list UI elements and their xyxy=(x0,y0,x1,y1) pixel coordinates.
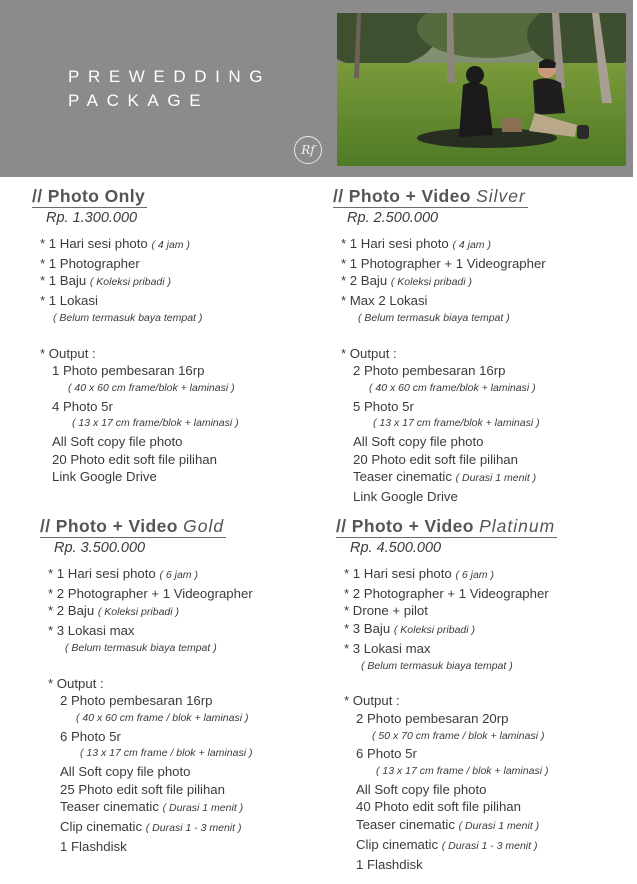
output-item: 2 Photo pembesaran 20rp xyxy=(356,710,509,726)
title-line-2: PACKAGE xyxy=(68,91,210,110)
output-item: Clip cinematic ( Durasi 1 - 3 menit ) xyxy=(356,836,538,852)
feature-item: * 1 Hari sesi photo ( 6 jam ) xyxy=(344,566,494,581)
feature-item: * 2 Photographer + 1 Videographer xyxy=(48,585,253,601)
output-label: * Output : xyxy=(40,345,96,361)
output-item: 6 Photo 5r xyxy=(60,728,121,744)
output-item: All Soft copy file photo xyxy=(356,781,487,797)
feature-item: * 1 Lokasi xyxy=(40,293,98,309)
output-item: Link Google Drive xyxy=(353,489,458,505)
output-item: All Soft copy file photo xyxy=(60,764,191,780)
output-item: Link Google Drive xyxy=(52,469,157,485)
brand-logo: Rf xyxy=(294,136,322,164)
output-item: 1 Flashdisk xyxy=(356,856,423,872)
output-item: Clip cinematic ( Durasi 1 - 3 menit ) xyxy=(60,819,242,835)
output-item: 4 Photo 5r xyxy=(52,398,113,414)
feature-item: * 2 Baju ( Koleksi pribadi ) xyxy=(341,273,472,289)
feature-item: * Max 2 Lokasi xyxy=(341,293,428,309)
feature-note: ( Belum termasuk biaya tempat ) xyxy=(65,641,217,654)
output-item: Teaser cinematic ( Durasi 1 menit ) xyxy=(356,817,540,833)
output-note: ( 40 x 60 cm frame/blok + laminasi ) xyxy=(68,381,235,394)
package-tier: Platinum xyxy=(479,516,556,536)
package-price: Rp. 2.500.000 xyxy=(347,210,439,226)
package-price: Rp. 3.500.000 xyxy=(54,540,146,556)
package-title: // Photo + Video Silver xyxy=(333,186,526,206)
output-note: ( 40 x 60 cm frame / blok + laminasi ) xyxy=(76,711,249,724)
package-price: Rp. 1.300.000 xyxy=(46,210,138,226)
feature-note: ( Belum termasuk baya tempat ) xyxy=(53,311,203,324)
package-title: // Photo + Video Gold xyxy=(40,516,225,536)
output-label: * Output : xyxy=(344,693,400,709)
output-label: * Output : xyxy=(341,345,397,361)
package-tier: Silver xyxy=(476,186,526,206)
package-title: // Photo + Video Platinum xyxy=(336,516,556,536)
package-photo-only xyxy=(32,186,332,486)
output-item: 1 Flashdisk xyxy=(60,838,127,854)
output-item: Teaser cinematic ( Durasi 1 menit ) xyxy=(353,469,537,485)
feature-item: * 1 Hari sesi photo ( 4 jam ) xyxy=(341,236,491,251)
output-note: ( 40 x 60 cm frame/blok + laminasi ) xyxy=(369,381,536,394)
output-item: 1 Photo pembesaran 16rp xyxy=(52,363,205,379)
feature-note: ( Belum termasuk biaya tempat ) xyxy=(358,311,510,324)
feature-item: * 1 Photographer xyxy=(40,255,140,271)
package-tier: Gold xyxy=(183,516,225,536)
output-item: 20 Photo edit soft file pilihan xyxy=(52,451,217,467)
output-note: ( 50 x 70 cm frame / blok + laminasi ) xyxy=(372,729,545,742)
feature-item: * 3 Lokasi max xyxy=(344,640,431,656)
package-gold xyxy=(40,516,340,856)
feature-item: * 1 Photographer + 1 Videographer xyxy=(341,255,546,271)
feature-note: ( Belum termasuk biaya tempat ) xyxy=(361,659,513,672)
feature-item: * 3 Baju ( Koleksi pribadi ) xyxy=(344,621,475,637)
output-note: ( 13 x 17 cm frame/blok + laminasi ) xyxy=(72,417,239,430)
feature-item: * 2 Baju ( Koleksi pribadi ) xyxy=(48,603,179,619)
output-item: 40 Photo edit soft file pilihan xyxy=(356,799,521,815)
feature-item: * 2 Photographer + 1 Videographer xyxy=(344,585,549,601)
header-banner xyxy=(0,0,633,177)
feature-item: * 1 Hari sesi photo ( 4 jam ) xyxy=(40,236,190,251)
package-silver xyxy=(333,186,633,506)
output-item: 6 Photo 5r xyxy=(356,746,417,762)
output-item: All Soft copy file photo xyxy=(52,434,183,450)
output-item: All Soft copy file photo xyxy=(353,434,484,450)
package-title: // Photo Only xyxy=(32,186,146,206)
couple-photo xyxy=(337,13,626,166)
output-item: 2 Photo pembesaran 16rp xyxy=(353,363,506,379)
output-item: 2 Photo pembesaran 16rp xyxy=(60,693,213,709)
feature-item: * 1 Hari sesi photo ( 6 jam ) xyxy=(48,566,198,581)
output-item: 20 Photo edit soft file pilihan xyxy=(353,451,518,467)
output-item: 5 Photo 5r xyxy=(353,398,414,414)
package-price: Rp. 4.500.000 xyxy=(350,540,442,556)
title-line-1: PREWEDDING xyxy=(68,67,272,86)
output-item: Teaser cinematic ( Durasi 1 menit ) xyxy=(60,799,244,815)
output-note: ( 13 x 17 cm frame / blok + laminasi ) xyxy=(376,765,549,778)
feature-item: * Drone + pilot xyxy=(344,603,428,619)
package-platinum xyxy=(336,516,636,873)
feature-item: * 1 Baju ( Koleksi pribadi ) xyxy=(40,273,171,289)
output-item: 25 Photo edit soft file pilihan xyxy=(60,781,225,797)
output-note: ( 13 x 17 cm frame / blok + laminasi ) xyxy=(80,747,253,760)
output-note: ( 13 x 17 cm frame/blok + laminasi ) xyxy=(373,417,540,430)
output-label: * Output : xyxy=(48,675,104,691)
feature-item: * 3 Lokasi max xyxy=(48,623,135,639)
